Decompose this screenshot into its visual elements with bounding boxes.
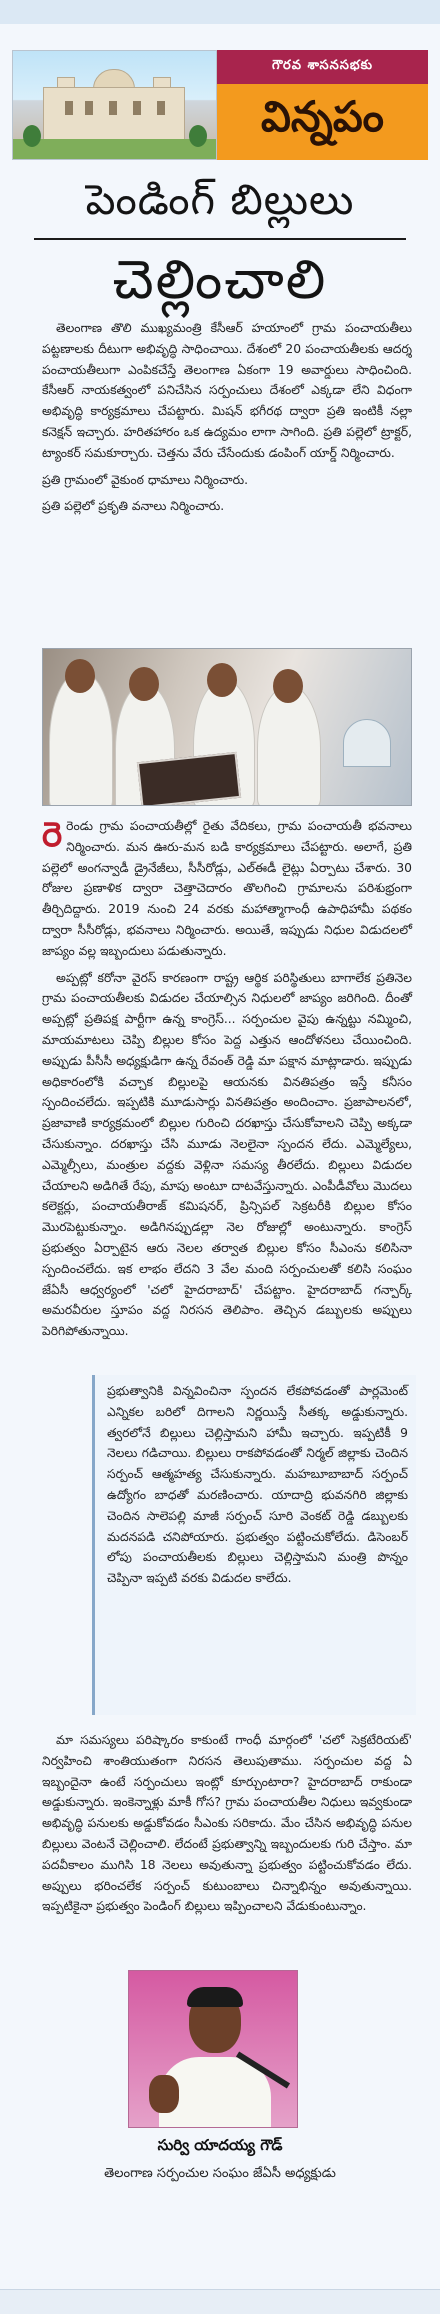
quote-text: ప్రభుత్వానికి విన్నవించినా స్పందన లేకపోవడంతో పార్లమెంట్ ఎన్నికల బరిలో దిగాలని నిర్ణయిస్తే సీతక్క అడ్డుకున్నారు. త్వరలోనే బిల్లులు చెల్లిస్తామని హామీ ఇచ్చారు. ఇప్పటికీ 9 నెలలు గడిచాయి. బిల్లులు రాకపోవడంతో నిర్మల్ జిల్లాకు చెందిన సర్పంచ్ ఆత్మహత్య చేసుకున్నారు. మహబూబాబాద్ సర్పంచ్ ఉద్యోగం బాధతో మరణించారు. యాదాద్రి భువనగిరి జిల్లాకు చెందిన సాలెపల్లి మాజీ సర్పంచ్ సూరి వెంకట్ రెడ్డి డబ్బులకు మదనపడి చనిపోయారు. ప్రభుత్వం పట్టించుకోలేదు. డిసెంబర్ లోపు పంచాయతీలకు బిల్లులు చెల్లిస్తామని మంత్రి పొన్నం చెప్పినా ఇప్పటి వరకు విడుదల కాలేదు. (107, 1384, 408, 1586)
drop-cap: రె (42, 815, 63, 855)
headline-line-1: పెండింగ్ బిల్లులు (85, 175, 355, 224)
protest-placard (137, 752, 241, 806)
intro-line: ప్రతి గ్రామంలో వైకుంఠ ధామాలు నిర్మించారు. (42, 472, 249, 487)
body-section (42, 816, 412, 1342)
body-paragraph: అప్పట్లో కరోనా వైరస్ కారణంగా రాష్ట్ర ఆర్థిక పరిస్థితులు బాగాలేక ప్రతినెల గ్రామ పంచాయతీలకు విడుదల చేయాల్సిన నిధులలో జాప్యం జరిగింది. దీంతో అప్పట్లో ప్రతిపక్ష పార్టీగా ఉన్న కాంగ్రెస్... సర్పంచుల వైపు ఉన్నట్టు నమ్మించి, మాయమాటలు చెప్పి బిల్లుల కోసం పెద్ద ఎత్తున ఆందోళనలు చేయించింది. అప్పుడు పీసీసీ అధ్యక్షుడిగా ఉన్న రేవంత్ రెడ్డి మా పక్షాన మాట్లాడారు. ఇప్పుడు అధికారంలోకి వచ్చాక బిల్లులపై ఆయనకు వినతిపత్రం ఇస్తే కనీసం స్పందించలేదు. ఇప్పటికి మూడుసార్లు వినతిపత్రం అందించాం. ప్రజాపాలనలో, ప్రజావాణి కార్యక్రమంలో బిల్లుల గురించి దరఖాస్తు చేసుకోవాలని చెప్పి అక్కడా చేసుకున్నాం. దరఖాస్తు చేసి మూడు నెలలైనా స్పందన లేదు. ఎమ్మెల్యేలు, ఎమ్మెల్సీలు, మంత్రుల వద్దకు వెళ్లినా సమస్య తీరలేదు. బిల్లులు విడుదల చేయాలని అడిగితే రేపు, మాపు అంటూ దాటవేస్తున్నారు. ఎంపీడీవోలు మొదలు కలెక్టర్లు, పంచాయతీరాజ్ కమిషనర్, ప్రిన్సిపల్ సెక్రటరీకి బిల్లుల కోసం మొరపెట్టుకున్నాం. అడిగినప్పుడల్లా నెల రోజుల్లో అంటున్నారు. కాంగ్రెస్ ప్రభుత్వం ఏర్పాటైన ఆరు నెలల తర్వాత బిల్లుల కోసం సీఎంను కలిసినా స్పందించలేదు. ఇక లాభం లేదని 3 వేల మంది సర్పంచులతో కలిసి సంఘం జేఏసీ ఆధ్వర్యంలో 'చలో హైదరాబాద్' చేపట్టాం. హైదరాబాద్ గన్పార్క్ అమరవీరుల స్తూపం వద్ద నిరసన తెలిపాం. తెచ్చిన డబ్బులకు అప్పులు పెరిగిపోతున్నాయి. (42, 970, 412, 1339)
intro-line: ప్రతి పల్లెలో ప్రకృతి వనాలు నిర్మించారు. (42, 499, 225, 514)
author-name: సుర్వి యాదయ్య గౌడ్ (157, 2136, 283, 2154)
headline-rule (34, 238, 406, 240)
author-photo (128, 1970, 298, 2128)
masthead-banner (12, 50, 428, 160)
headline-line-2: చెల్లించాలి (112, 248, 328, 311)
quote-box (92, 1375, 416, 1715)
intro-section (42, 318, 412, 517)
top-border (0, 0, 440, 24)
assembly-building-photo (12, 50, 217, 160)
masthead-title: విన్నపం (217, 84, 428, 160)
bottom-border (0, 2289, 440, 2314)
closing-paragraph: మా సమస్యలు పరిష్కారం కాకుంటే గాంధీ మార్గంలో 'చలో సెక్రటేరియట్' నిర్వహించి శాంతియుతంగా నిరసన తెలుపుతాము. సర్పంచుల వద్ద ఏ ఇబ్బందైనా ఉంటే సర్పంచులు ఇంట్లో కూర్చుంటారా? హైదరాబాద్ రాకుండా అడ్డుకున్నారు. ఇంకెన్నాళ్లు మాకీ గోస? గ్రామ పంచాయతీల నిధులు ఇవ్వకుండా అభివృద్ధి పనులకు అడ్డుకోవడం సీఎంకు సరికాదు. మేం చేసిన అభివృద్ధి పనుల బిల్లులు వెంటనే చెల్లించాలి. లేదంటే ప్రభుత్వాన్ని ఇబ్బందులకు గురి చేస్తాం. మా పదవీకాలం ముగిసి 18 నెలలు అవుతున్నా ప్రభుత్వం పట్టించుకోవడం లేదు. అప్పులు భరించలేక సర్పంచ్ కుటుంబాలు చిన్నాభిన్నం అవుతున్నాయి. ఇప్పటికైనా ప్రభుత్వం పెండింగ్ బిల్లులు ఇప్పించాలని వేడుకుంటున్నాం. (42, 1733, 412, 1914)
protest-photo (42, 648, 412, 806)
author-title: తెలంగాణ సర్పంచుల సంఘం జేఏసీ అధ్యక్షుడు (104, 2166, 336, 2181)
body-paragraph: రెరెండు గ్రామ పంచాయతీల్లో రైతు వేదికలు, గ్రామ పంచాయతీ భవనాలు నిర్మించారు. మన ఊరు-మన బడి కార్యక్రమాలు చేపట్టారు. అలాగే, ప్రతి పల్లెలో అంగన్వాడీ డ్రైనేజీలు, సీసీరోడ్లు, ఎల్ఈడీ లైట్లు ఏర్పాటు చేశారు. 30 రోజుల ప్రణాళిక ద్వారా చెత్తాచెదారం తొలగించి గ్రామాలను పరిశుభ్రంగా తీర్చిదిద్దారు. 2019 నుంచి 24 వరకు మహాత్మాగాంధీ ఉపాధిహామీ పథకం ద్వారా సీసీరోడ్లు, భవనాలు నిర్మించారు. అయితే, ఇప్పుడు నిధుల విడుదలలో జాప్యం వల్ల ఇబ్బందులు పడుతున్నారు. (42, 815, 412, 958)
intro-paragraph: తెలంగాణ తొలి ముఖ్యమంత్రి కేసీఆర్ హయాంలో గ్రామ పంచాయతీలు పట్టణాలకు దీటుగా అభివృద్ధి సాధించాయి. దేశంలో 20 పంచాయతీలకు ఆదర్శ పంచాయతీలుగా ఎంపికచేస్తే తెలంగాణ ఏకంగా 19 అవార్డులు సాధించింది. కేసీఆర్ నాయకత్వంలో పనిచేసిన సర్పంచులు దేశంలో ఎక్కడా లేని విధంగా అభివృద్ధి కార్యక్రమాలు చేపట్టారు. మిషన్ భగీరథ ద్వారా ప్రతి ఇంటికీ నల్లా కనెక్షన్ ఇచ్చారు. హరితహారం ఒక ఉద్యమం లాగా సాగింది. ప్రతి పల్లెలో ట్రాక్టర్, ట్యాంకర్ సమకూర్చారు. చెత్తను వేరు చేసేందుకు డంపింగ్ యార్డ్ నిర్మించారు. (42, 321, 412, 460)
closing-section (42, 1730, 412, 1917)
masthead-tag: గౌరవ శాసనసభకు (217, 50, 428, 84)
